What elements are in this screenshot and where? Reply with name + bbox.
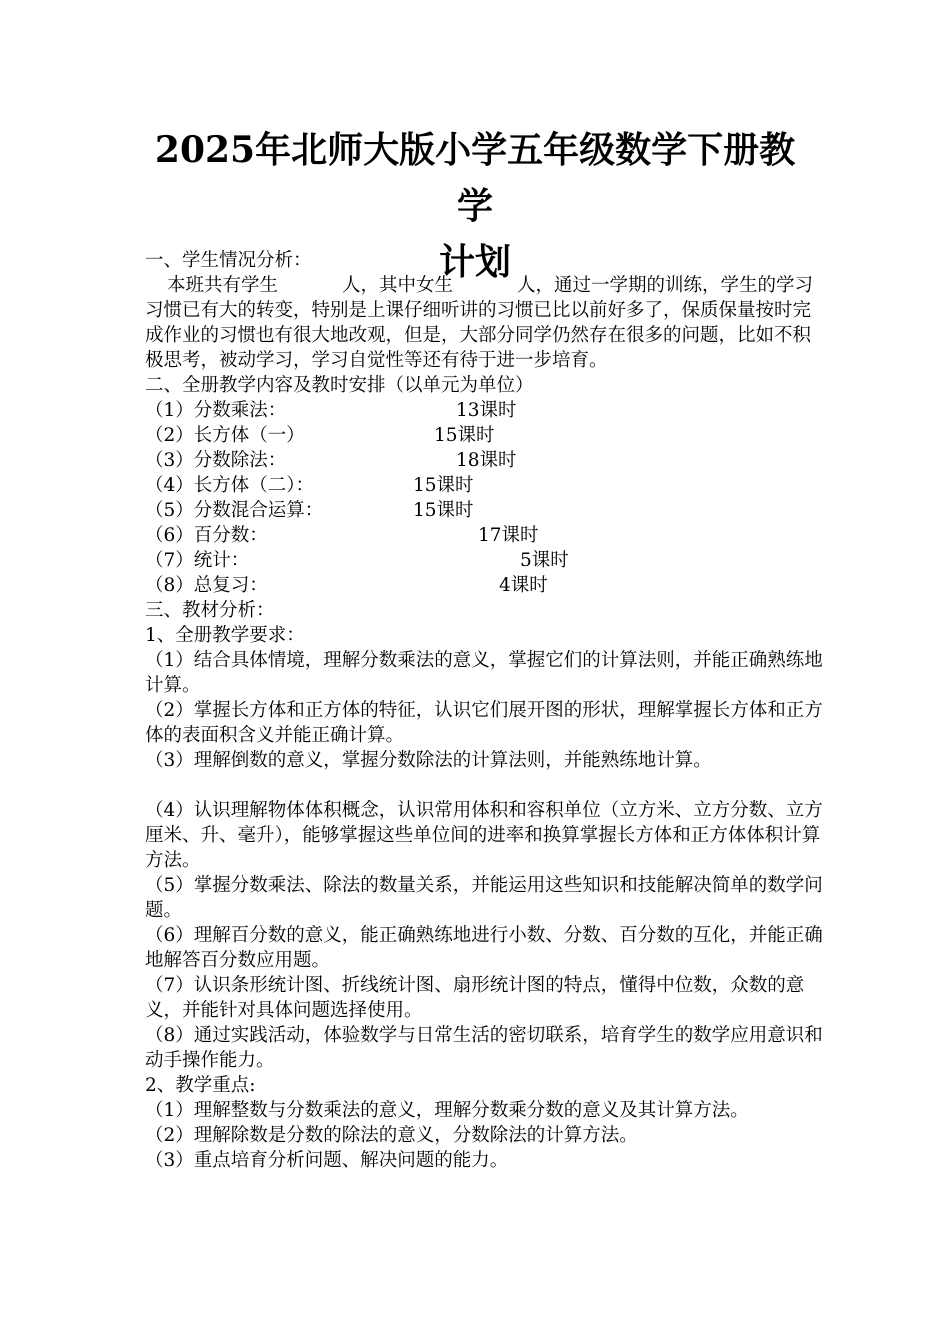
unit-label: （1）分数乘法： [145, 400, 287, 421]
student-analysis-text: 人，通过一学期的训练，学生的学习习惯已有大的转变，特别是上课仔细听讲的习惯已比以前好多了，保质保量按时完成作业的习惯也有很大地改观，但是，大部分同学仍然存在很多的问题，比如不积极思考，被动学习，学习自觉性等还有待于进一步培育。 [145, 275, 814, 371]
unit-hours: 17课时 [478, 525, 539, 546]
key-point-item: （1）理解整数与分数乘法的意义，理解分数乘分数的意义及其计算方法。 [145, 1100, 749, 1121]
section-2-heading: 二、全册教学内容及教时安排（以单元为单位） [145, 375, 534, 396]
subsection-requirements-heading: 1、全册教学要求： [145, 625, 305, 646]
requirement-item: （2）掌握长方体和正方体的特征，认识它们展开图的形状，理解掌握长方体和正方体的表面积含义并能正确计算。 [145, 700, 823, 746]
unit-hours: 18课时 [456, 450, 517, 471]
key-point-item: （3）重点培育分析问题、解决问题的能力。 [145, 1150, 509, 1171]
unit-hours: 15课时 [413, 475, 474, 496]
requirement-item: （5）掌握分数乘法、除法的数量关系，并能运用这些知识和技能解决简单的数学问题。 [145, 875, 823, 921]
unit-row [145, 423, 825, 448]
unit-label: （5）分数混合运算： [145, 500, 324, 521]
requirement-item: （3）理解倒数的意义，掌握分数除法的计算法则，并能熟练地计算。 [145, 750, 712, 771]
unit-row [145, 398, 825, 423]
student-count-label: 本班共有学生 [167, 275, 279, 296]
unit-label: （8）总复习： [145, 575, 268, 596]
section-1-heading: 一、学生情况分析： [145, 250, 312, 271]
unit-row [145, 573, 825, 598]
unit-hours: 15课时 [434, 425, 495, 446]
section-3-heading: 三、教材分析： [145, 600, 275, 621]
title-line-1: 2025年北师大版小学五年级数学下册教学 [154, 129, 796, 227]
title-line-2: 计划 [438, 241, 511, 283]
requirement-item: （8）通过实践活动，体验数学与日常生活的密切联系，培育学生的数学应用意识和动手操作能力。 [145, 1025, 823, 1071]
requirement-item: （7）认识条形统计图、折线统计图、扇形统计图的特点，懂得中位数，众数的意义，并能针对具体问题选择使用。 [145, 975, 805, 1021]
student-analysis-paragraph [145, 273, 825, 373]
paragraph-gap [145, 773, 825, 798]
unit-hours: 4课时 [499, 575, 548, 596]
document-body [145, 248, 825, 1173]
unit-row [145, 523, 825, 548]
requirement-item: （4）认识理解物体体积概念，认识常用体积和容积单位（立方米、立方分数、立方厘米、升、毫升），能够掌握这些单位间的进率和换算掌握长方体和正方体体积计算方法。 [145, 800, 823, 871]
key-point-item: （2）理解除数是分数的除法的意义，分数除法的计算方法。 [145, 1125, 638, 1146]
unit-schedule-list [145, 398, 825, 598]
unit-hours: 13课时 [456, 400, 517, 421]
unit-row [145, 498, 825, 523]
unit-label: （7）统计： [145, 550, 250, 571]
subsection-key-points-heading: 2、教学重点: [145, 1075, 256, 1096]
unit-row [145, 448, 825, 473]
unit-label: （3）分数除法： [145, 450, 287, 471]
unit-hours: 5课时 [520, 550, 569, 571]
unit-row [145, 548, 825, 573]
female-count-label: 人，其中女生 [342, 275, 454, 296]
unit-label: （4）长方体（二）： [145, 475, 315, 496]
unit-row [145, 473, 825, 498]
unit-label: （6）百分数： [145, 525, 268, 546]
unit-label: （2）长方体（一） [145, 425, 305, 446]
requirement-item: （6）理解百分数的意义，能正确熟练地进行小数、分数、百分数的互化，并能正确地解答百分数应用题。 [145, 925, 823, 971]
requirement-item: （1）结合具体情境，理解分数乘法的意义，掌握它们的计算法则，并能正确熟练地计算。 [145, 650, 823, 696]
unit-hours: 15课时 [413, 500, 474, 521]
